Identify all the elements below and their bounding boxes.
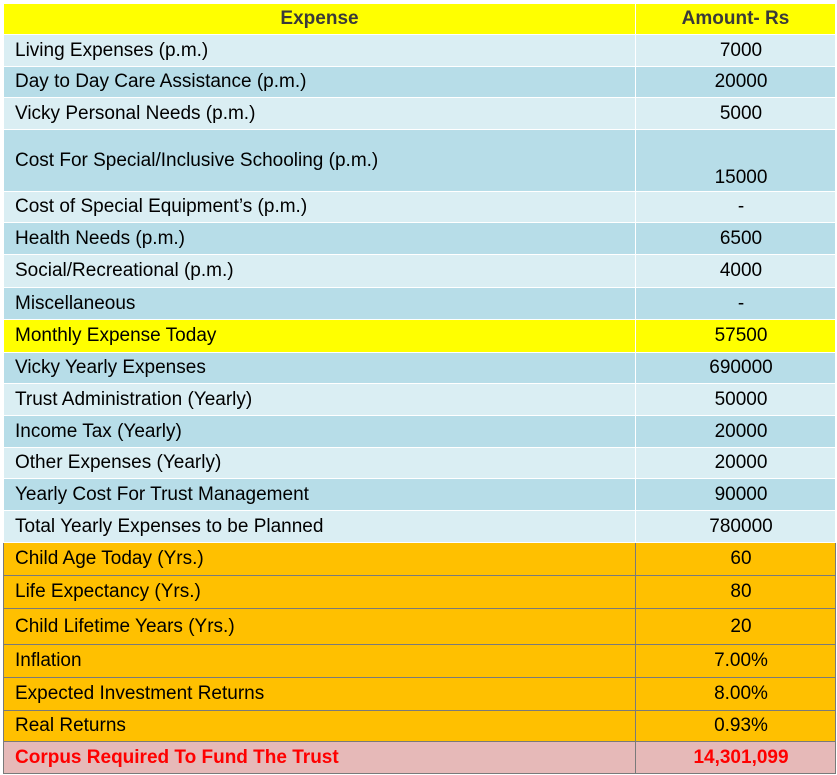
row-label: Living Expenses (p.m.) <box>4 35 636 67</box>
row-amount: 14,301,099 <box>636 742 836 774</box>
row-label: Monthly Expense Today <box>4 320 636 353</box>
input-row <box>4 711 836 742</box>
row-amount: 7.00% <box>636 645 836 678</box>
row-label: Cost For Special/Inclusive Schooling (p.m.) <box>4 130 636 192</box>
table-row <box>4 192 836 223</box>
row-label: Yearly Cost For Trust Management <box>4 479 636 511</box>
header-row <box>4 4 836 35</box>
input-row <box>4 576 836 609</box>
row-label: Social/Recreational (p.m.) <box>4 255 636 288</box>
row-amount: 80 <box>636 576 836 609</box>
row-label: Real Returns <box>4 711 636 742</box>
table-row <box>4 353 836 384</box>
table-row <box>4 448 836 479</box>
row-amount: 60 <box>636 543 836 576</box>
row-amount: 90000 <box>636 479 836 511</box>
row-amount: 50000 <box>636 384 836 416</box>
row-label: Inflation <box>4 645 636 678</box>
table-row <box>4 384 836 416</box>
row-amount: 20000 <box>636 448 836 479</box>
row-amount: 8.00% <box>636 678 836 711</box>
row-label: Income Tax (Yearly) <box>4 416 636 448</box>
row-amount: - <box>636 288 836 320</box>
row-amount: 780000 <box>636 511 836 543</box>
input-row <box>4 543 836 576</box>
row-label: Total Yearly Expenses to be Planned <box>4 511 636 543</box>
row-amount: 15000 <box>636 130 836 192</box>
table-row <box>4 511 836 543</box>
row-label: Child Age Today (Yrs.) <box>4 543 636 576</box>
row-amount: 7000 <box>636 35 836 67</box>
row-amount: 20000 <box>636 416 836 448</box>
row-label: Day to Day Care Assistance (p.m.) <box>4 67 636 98</box>
amount-header: Amount- Rs <box>636 4 836 35</box>
row-label: Vicky Yearly Expenses <box>4 353 636 384</box>
row-label: Corpus Required To Fund The Trust <box>4 742 636 774</box>
table-row <box>4 67 836 98</box>
table-row <box>4 223 836 255</box>
row-label: Trust Administration (Yearly) <box>4 384 636 416</box>
row-label: Expected Investment Returns <box>4 678 636 711</box>
row-amount: 6500 <box>636 223 836 255</box>
row-label: Child Lifetime Years (Yrs.) <box>4 609 636 645</box>
expense-table <box>3 3 836 774</box>
table-row <box>4 130 836 192</box>
row-amount: 20 <box>636 609 836 645</box>
row-amount: 57500 <box>636 320 836 353</box>
table-row <box>4 98 836 130</box>
row-amount: 20000 <box>636 67 836 98</box>
row-amount: 5000 <box>636 98 836 130</box>
corpus-result-row <box>4 742 836 774</box>
table-row <box>4 416 836 448</box>
input-row <box>4 645 836 678</box>
row-label: Other Expenses (Yearly) <box>4 448 636 479</box>
row-amount: 690000 <box>636 353 836 384</box>
row-label: Vicky Personal Needs (p.m.) <box>4 98 636 130</box>
expense-header: Expense <box>4 4 636 35</box>
row-label: Miscellaneous <box>4 288 636 320</box>
table-row <box>4 479 836 511</box>
row-label: Health Needs (p.m.) <box>4 223 636 255</box>
table-row <box>4 288 836 320</box>
input-row <box>4 609 836 645</box>
row-label: Cost of Special Equipment’s (p.m.) <box>4 192 636 223</box>
row-amount: - <box>636 192 836 223</box>
row-amount: 4000 <box>636 255 836 288</box>
row-amount: 0.93% <box>636 711 836 742</box>
table-row <box>4 35 836 67</box>
input-row <box>4 678 836 711</box>
table-row <box>4 255 836 288</box>
row-label: Life Expectancy (Yrs.) <box>4 576 636 609</box>
monthly-total-row <box>4 320 836 353</box>
